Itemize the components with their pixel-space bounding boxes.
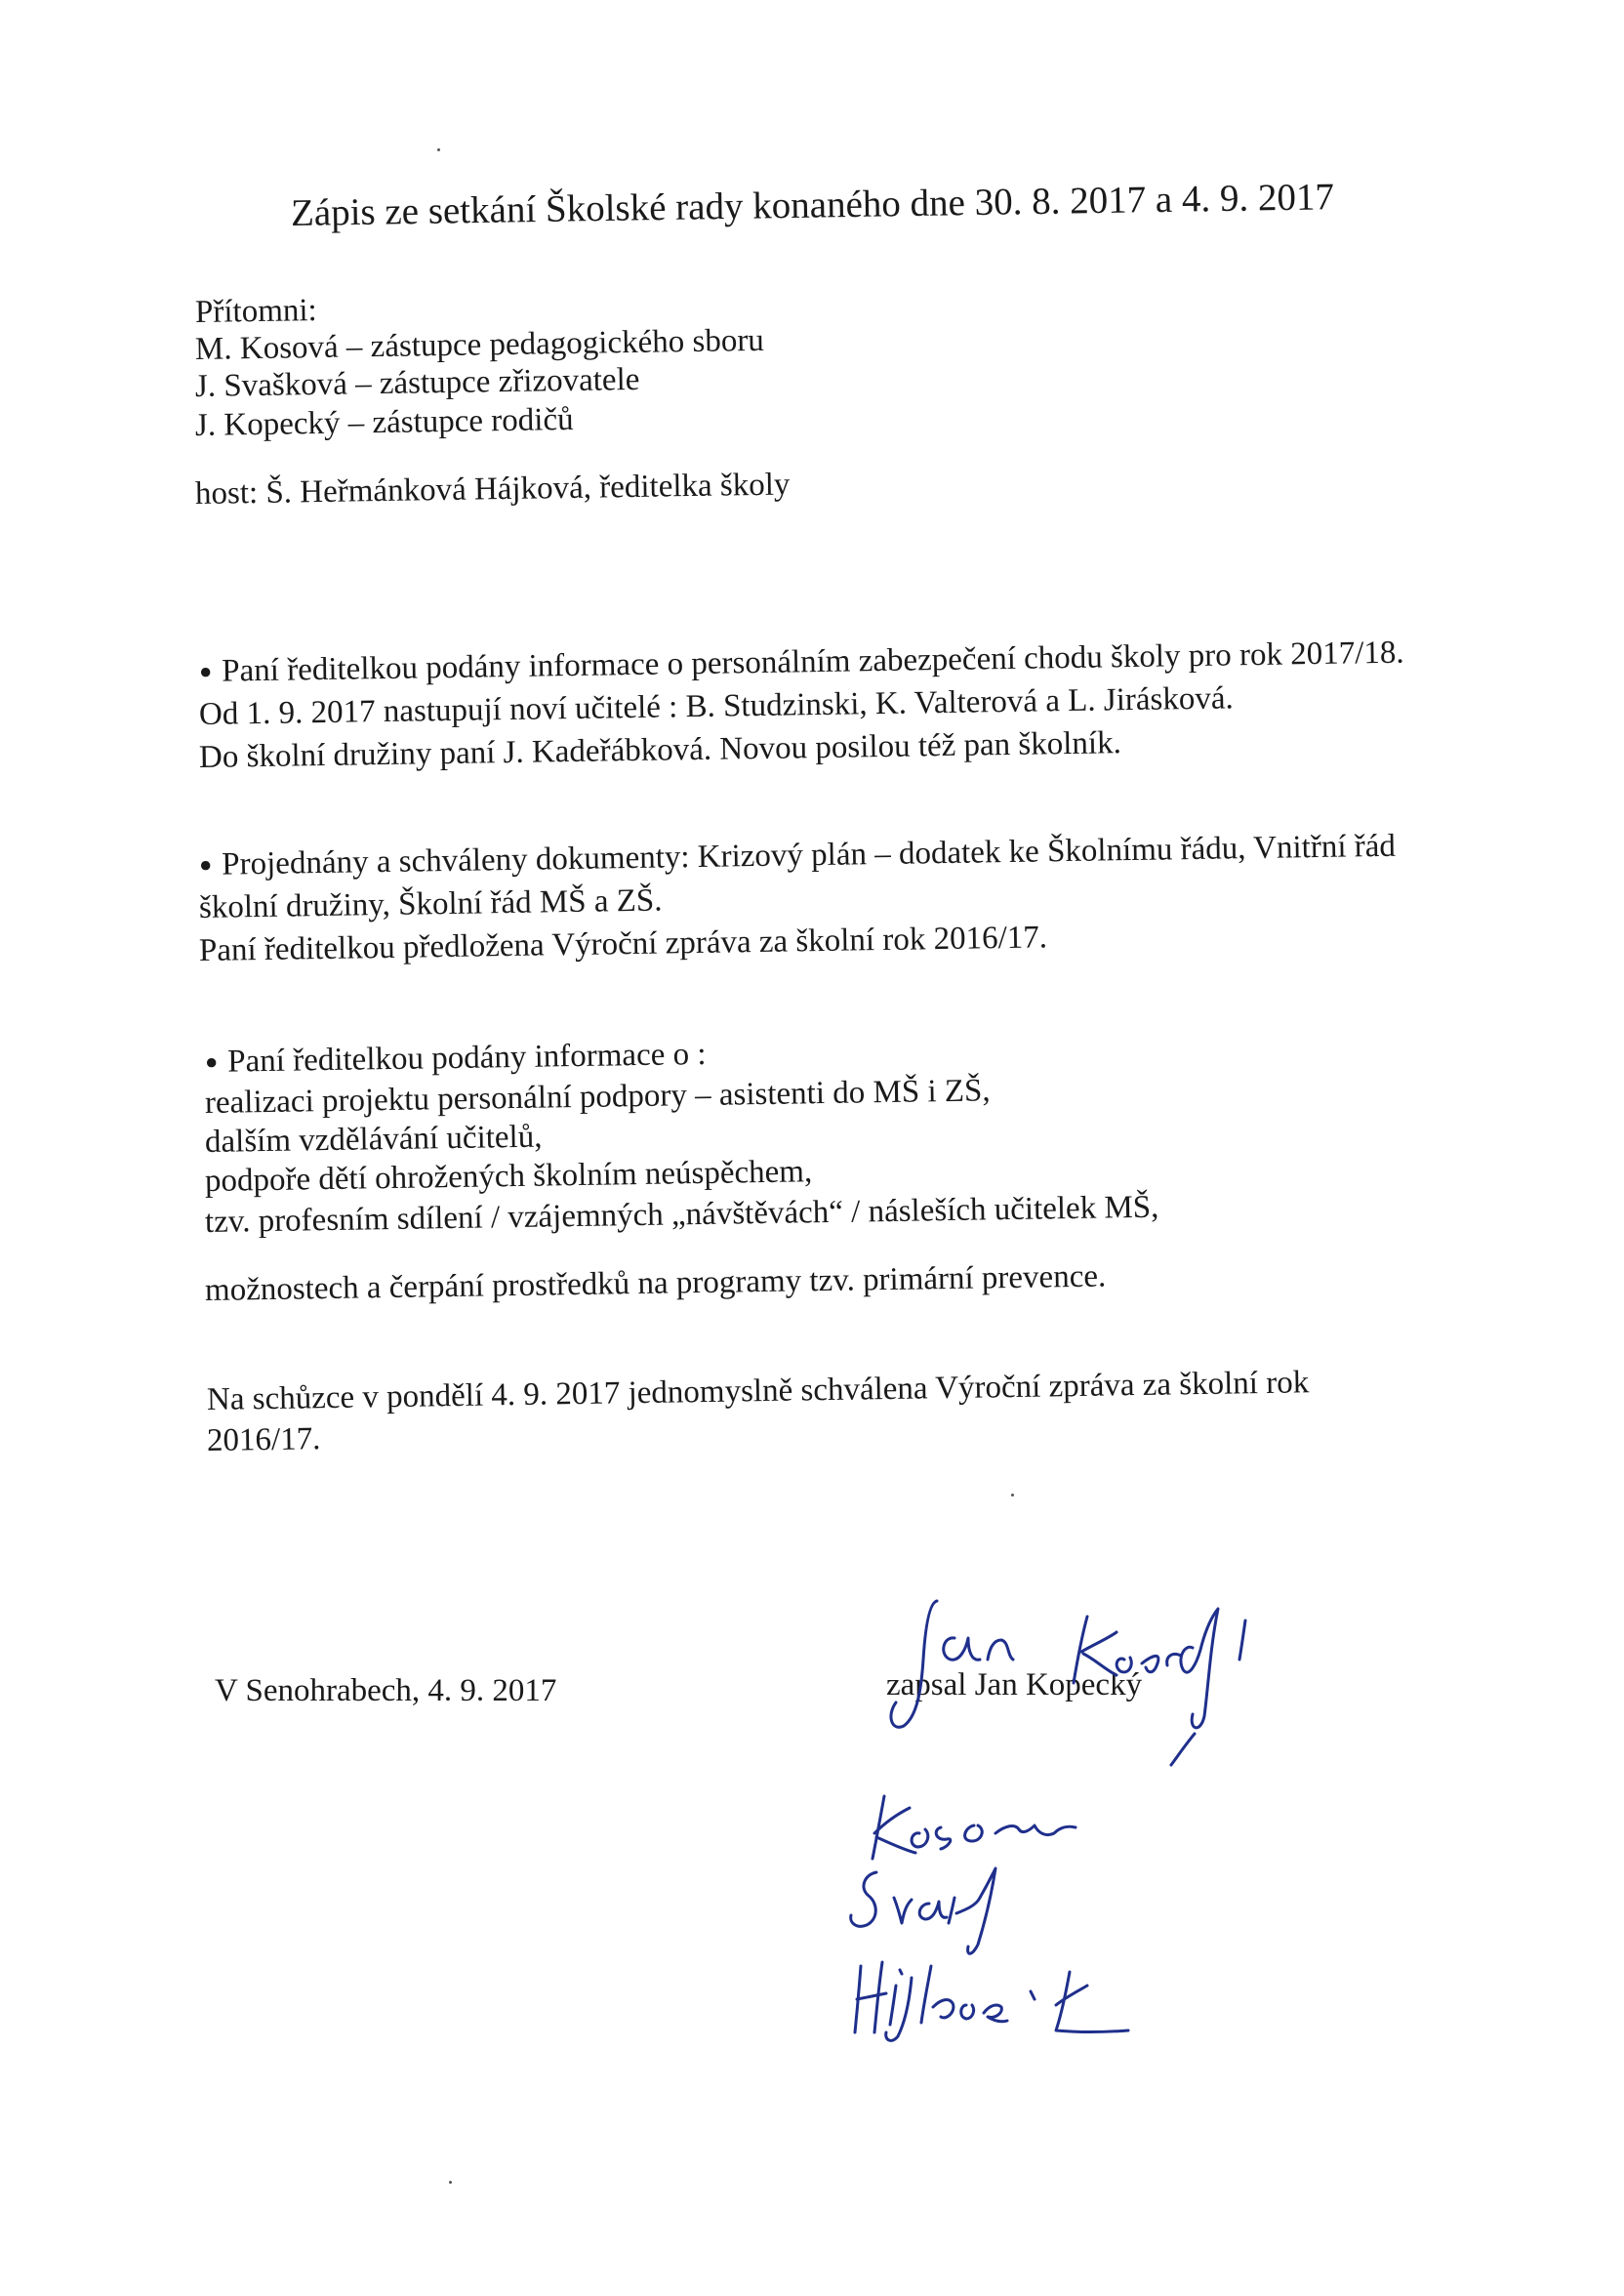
place-date: V Senohrabech, 4. 9. 2017	[215, 1673, 557, 1708]
section-1-line: Do školní družiny paní J. Kadeřábková. Novou posilou též pan školník.	[198, 725, 1122, 775]
section-3-line: tzv. profesním sdílení / vzájemných „návštěvách“ / násleších učitelek MŠ,	[204, 1189, 1159, 1240]
section-2-line: Paní ředitelkou předložena Výroční zpráva za školní rok 2016/17.	[198, 920, 1048, 968]
document-title: Zápis ze setkání Školské rady konaného dne 30. 8. 2017 a 4. 9. 2017	[290, 176, 1335, 234]
conclusion-line: 2016/17.	[206, 1421, 321, 1458]
attendee-item: J. Svašková – zástupce zřizovatele	[194, 361, 640, 404]
attendee-item: J. Kopecký – zástupce rodičů	[194, 401, 574, 443]
scan-speck	[449, 2181, 452, 2184]
section-3-line: dalším vzdělávání učitelů,	[204, 1119, 543, 1160]
bullet-icon: ●	[204, 1048, 219, 1074]
guest-line: host: Š. Heřmánková Hájková, ředitelka školy	[194, 467, 791, 512]
section-3-line: realizaci projektu personální podpory – asistenti do MŠ i ZŠ,	[204, 1073, 991, 1121]
section-2-text: Projednány a schváleny dokumenty: Krizový plán – dodatek ke Školnímu řádu, Vnitřní řád	[221, 828, 1397, 882]
bullet-icon: ●	[198, 658, 213, 683]
section-1-line: Od 1. 9. 2017 nastupují noví učitelé : B. Studzinski, K. Valterová a L. Jirásková.	[198, 680, 1234, 732]
section-2-line: školní družiny, Školní řád MŠ a ZŠ.	[198, 882, 663, 925]
attendee-item: M. Kosová – zástupce pedagogického sboru	[194, 322, 765, 367]
attendees-heading: Přítomni:	[194, 293, 317, 330]
section-3-line: podpoře dětí ohrožených školním neúspěchem,	[204, 1154, 813, 1199]
scan-speck	[1011, 1494, 1014, 1496]
section-2-line	[199, 827, 1397, 887]
conclusion-line: Na schůzce v pondělí 4. 9. 2017 jednomyslně schválena Výroční zpráva za školní rok	[206, 1365, 1310, 1417]
scan-speck	[437, 148, 440, 151]
recorded-by: zapsal Jan Kopecký	[886, 1667, 1143, 1702]
section-3-line: možnostech a čerpání prostředků na programy tzv. primární prevence.	[204, 1258, 1107, 1308]
section-3-text: Paní ředitelkou podány informace o :	[226, 1036, 707, 1080]
signature-hajkova	[839, 1943, 1152, 2050]
signature-kopecky	[878, 1570, 1269, 1765]
bullet-icon: ●	[198, 851, 213, 877]
section-1-text: Paní ředitelkou podány informace o personálním zabezpečení chodu školy pro rok 2017/18.	[221, 635, 1404, 689]
